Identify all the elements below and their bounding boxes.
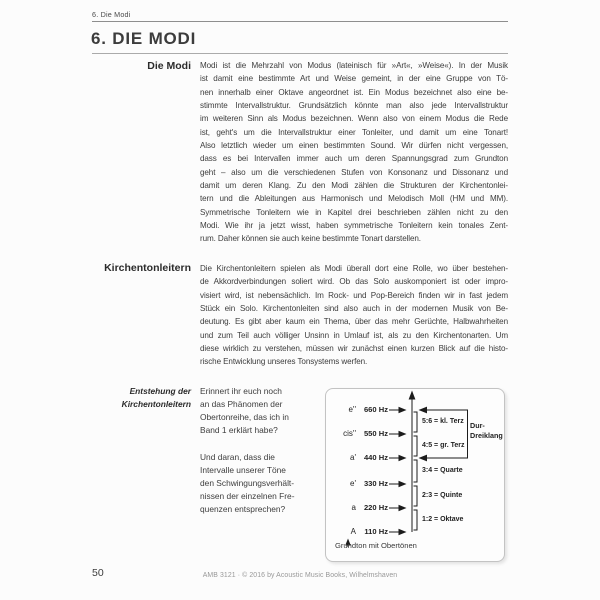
- section-label-kirchentonleitern: Kirchentonleitern: [104, 262, 191, 274]
- page-title: 6. DIE MODI: [91, 29, 197, 48]
- bracket-oktave: [414, 510, 418, 530]
- diagram-caption: Grundton mit Obertönen: [335, 541, 417, 550]
- interval-label-quarte: 3:4 = Quarte: [422, 466, 463, 474]
- frequency-label: 660 Hz: [363, 405, 388, 414]
- running-head-rule: [92, 21, 508, 22]
- bracket-quinte: [414, 486, 418, 506]
- page-number: 50: [92, 567, 104, 579]
- note-label: A: [350, 526, 356, 536]
- section-body-die-modi: Modi ist die Mehrzahl von Modus (lateinisch für »Art«, »Weise«). In der Musik ist damit eine bestimmte Art und Weise gemeint, in der eine Gruppe von Tö- nen innerhalb einer Oktave angeordnet ist. Ein Modus bezeichnet also eine be- stimmte Intervallstruktur. Grundsätzlich könnte man also jede Intervallstruktur im weiteren Sinn als Modus bezeichnen. Wenn also von einem Modus die Rede ist, geht's um die Intervallstruktur einer Tonleiter, und damit um eine Tonart! Also letztlich wieder um einen bestimmten Sound. Wir dürfen nicht vergessen, dass es bei Intervallen immer auch um deren Spannungsgrad zum Grundton geht – also um die verschiedenen Stufen von Konsonanz und Dissonanz und damit um deren Klang. Zu den Modi zählen die Strukturen der Kirchentonlei- tern und die Ableitungen aus Harmonisch und Melodisch Moll (HM und MM). Symmetrische Tonleitern wie in Kapitel drei beschrieben zählen nicht zu den Modi. Wie ihr ja jetzt wisst, haben symmetrische Tonleitern kein tonales Zent- rum. Daher können sie auch keine bestimmte Tonart darstellen.: [200, 61, 508, 244]
- section-label-die-modi: Die Modi: [147, 60, 191, 72]
- section-body-kirchentonleitern: Die Kirchentonleitern spielen als Modi überall dort eine Rolle, wo über bestehen- de Akkordverbindungen soliert wird. Ob das Solo auskomponiert ist oder impro- visiert wird, ist nebensächlich. Im Rock- und Pop-Bereich finden wir in fast jedem Stück ein Solo. Kirchentonleiten sind also auch in der modernen Musik von Be- deutung. Es gibt aber kaum ein Thema, über das mehr Gerüchte, Halbwahrheiten und zum Teil auch völliger Unsinn in Umlauf ist, als zu den Kirchentonarten. Um diese wirklich zu verstehen, müssen wir zunächst einen kurzen Blick auf die histo- rische Entwicklung unseres Tonsystems werfen.: [200, 264, 508, 367]
- imprint: AMB 3121 · © 2016 by Acoustic Music Books, Wilhelmshaven: [202, 572, 398, 579]
- note-label: cis'': [343, 428, 356, 438]
- overtone-series-diagram: [325, 388, 505, 562]
- interval-label-oktave: 1:2 = Oktave: [422, 515, 464, 523]
- dur-dreiklang-label-line2: Dreiklang: [470, 430, 503, 440]
- interval-label-kl-terz: 5:6 = kl. Terz: [422, 417, 464, 425]
- note-label: a: [351, 502, 356, 512]
- bracket-kl-terz: [414, 412, 418, 432]
- axis-up-arrowhead: [409, 391, 416, 400]
- note-label: e': [350, 478, 356, 488]
- margin-note-label-line1: Entstehung der: [129, 386, 191, 396]
- margin-note-label: [92, 385, 191, 410]
- margin-note-label-line2: Kirchentonleitern: [121, 398, 191, 409]
- frequency-label: 330 Hz: [363, 479, 388, 488]
- title-rule: [92, 53, 508, 54]
- note-label: a': [350, 452, 356, 462]
- frequency-label: 220 Hz: [363, 503, 388, 512]
- bracket-gr-terz: [414, 436, 418, 456]
- frequency-label: 550 Hz: [363, 429, 388, 438]
- interval-label-gr-terz: 4:5 = gr. Terz: [422, 441, 465, 449]
- interval-label-quinte: 2:3 = Quinte: [422, 491, 463, 499]
- frequency-label: 110 Hz: [364, 527, 388, 536]
- margin-note-paragraph-2: Und daran, dass die Intervalle unserer Töne den Schwingungsverhält- nissen der einzelnen Fre- quenzen entsprechen?: [200, 452, 295, 514]
- note-label: e'': [348, 404, 356, 414]
- dur-dreiklang-label: [470, 421, 503, 440]
- bracket-quarte: [414, 460, 418, 482]
- frequency-label: 440 Hz: [363, 453, 388, 462]
- dur-dreiklang-label-line1: Dur-: [470, 421, 485, 430]
- margin-note-paragraph-1: Erinnert ihr euch noch an das Phänomen der Obertonreihe, das ich in Band 1 erklärt habe?: [200, 386, 289, 435]
- running-head: 6. Die Modi: [92, 10, 131, 19]
